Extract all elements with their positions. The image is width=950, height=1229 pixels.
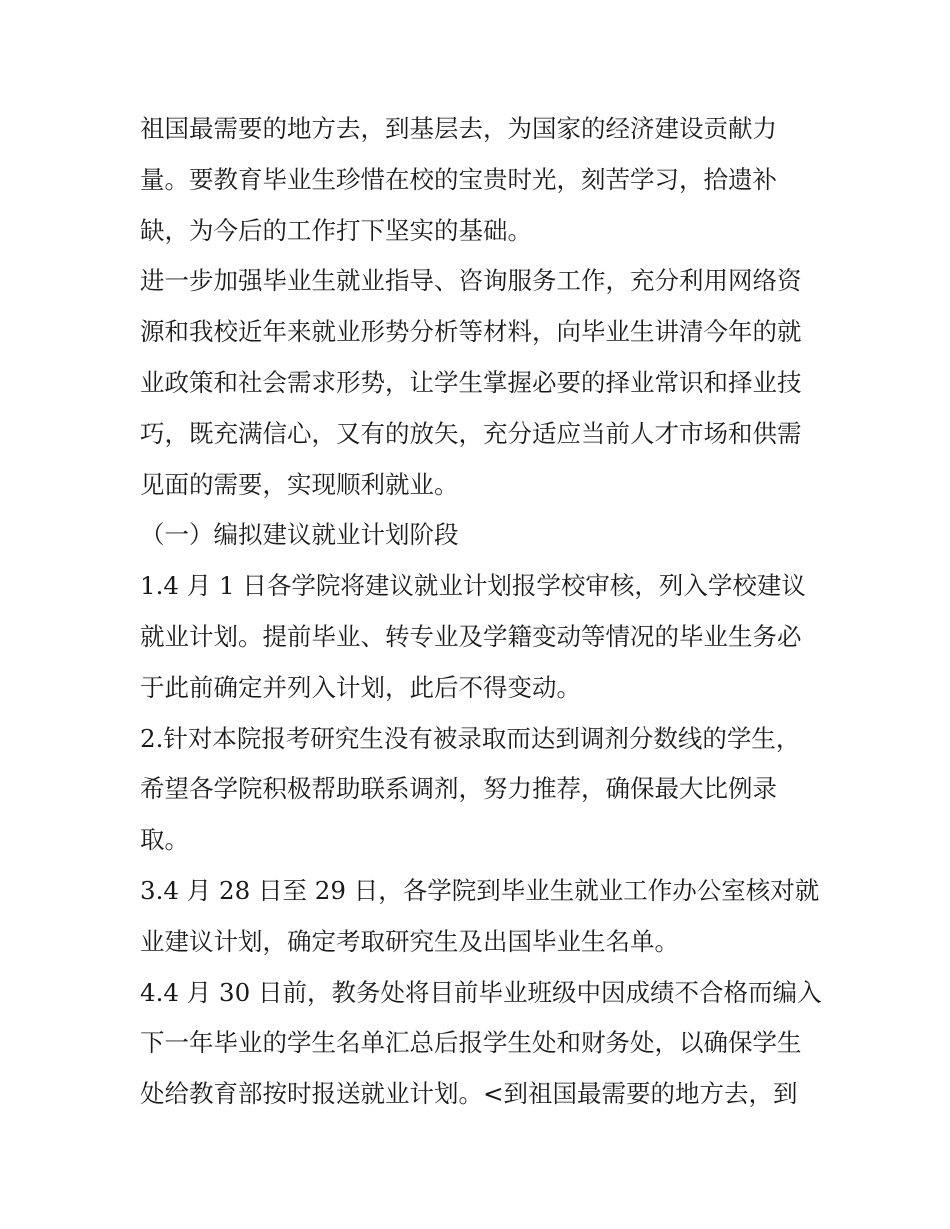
list-item-1 (140, 561, 820, 713)
heading-text: （一）编拟建议就业计划阶段 (140, 520, 459, 550)
text-line: 3.4 月 28 日至 29 日，各学院到毕业生就业工作办公室核对就 (140, 875, 820, 905)
text-line: 下一年毕业的学生名单汇总后报学生处和财务处，以确保学生 (140, 1028, 802, 1058)
list-item-2 (140, 714, 820, 866)
text-line: 源和我校近年来就业形势分析等材料，向毕业生讲清今年的就 (140, 317, 802, 347)
document-body (140, 104, 820, 1120)
text-line: 处给教育部按时报送就业计划。<到祖国最需要的地方去，到 (140, 1079, 798, 1109)
text-line: 巧，既充满信心，又有的放矢，充分适应当前人才市场和供需 (140, 418, 802, 448)
text-line: 于此前确定并列入计划，此后不得变动。 (140, 672, 581, 702)
text-line: 进一步加强毕业生就业指导、咨询服务工作，充分利用网络资 (140, 266, 802, 296)
text-line: 4.4 月 30 日前，教务处将目前毕业班级中因成绩不合格而编入 (140, 977, 822, 1007)
list-item-3 (140, 866, 820, 968)
text-line: 希望各学院积极帮助联系调剂，努力推荐，确保最大比例录 (140, 774, 777, 804)
paragraph-graduate-guidance (140, 104, 820, 256)
section-heading (140, 510, 820, 561)
text-line: 1.4 月 1 日各学院将建议就业计划报学校审核，列入学校建议 (140, 571, 806, 601)
list-item-4 (140, 968, 820, 1120)
text-line: 业政策和社会需求形势，让学生掌握必要的择业常识和择业技 (140, 367, 802, 397)
text-line: 就业计划。提前毕业、转专业及学籍变动等情况的毕业生务必 (140, 621, 802, 651)
text-line: 量。要教育毕业生珍惜在校的宝贵时光，刻苦学习，拾遗补 (140, 164, 777, 194)
text-line: 见面的需要，实现顺利就业。 (140, 469, 459, 499)
text-line: 取。 (140, 825, 189, 855)
paragraph-employment-service (140, 256, 820, 510)
text-line: 祖国最需要的地方去，到基层去，为国家的经济建设贡献力 (140, 114, 777, 143)
text-line: 缺，为今后的工作打下坚实的基础。 (140, 215, 532, 245)
text-line: 2.针对本院报考研究生没有被录取而达到调剂分数线的学生， (140, 723, 801, 753)
text-line: 业建议计划，确定考取研究生及出国毕业生名单。 (140, 926, 679, 956)
